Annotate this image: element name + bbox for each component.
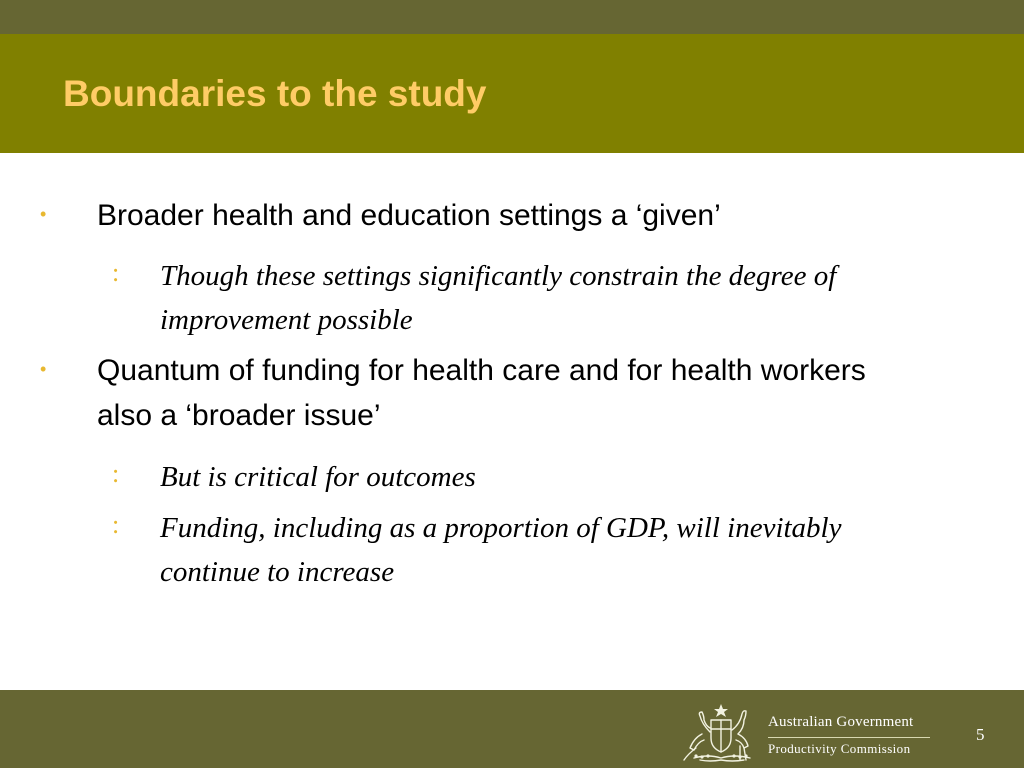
sub-bullet-marker: :: [112, 510, 120, 539]
coat-of-arms-icon: [680, 702, 762, 764]
sub-bullet-text: But is critical for outcomes: [160, 461, 476, 493]
agency-name-line2: Productivity Commission: [768, 741, 911, 756]
sub-bullet-marker: :: [112, 258, 120, 287]
top-strip: [0, 0, 1024, 34]
agency-divider: [768, 737, 930, 738]
sub-bullet-marker: :: [112, 459, 120, 488]
sub-bullet-text: Funding, including as a proportion of GDP, will inevitably continue to increase: [160, 512, 842, 588]
sub-bullet-text: Though these settings significantly constrain the degree of improvement possible: [160, 260, 837, 336]
bullet-text: Quantum of funding for health care and for health workers also a ‘broader issue’: [97, 354, 866, 432]
bullet-marker: •: [40, 359, 47, 379]
bullet-text: Broader health and education settings a ‘given’: [97, 199, 721, 232]
page-number: 5: [976, 725, 985, 744]
agency-name-line1: Australian Government: [768, 714, 914, 730]
slide-title: Boundaries to the study: [63, 73, 487, 114]
bullet-marker: •: [40, 204, 47, 224]
